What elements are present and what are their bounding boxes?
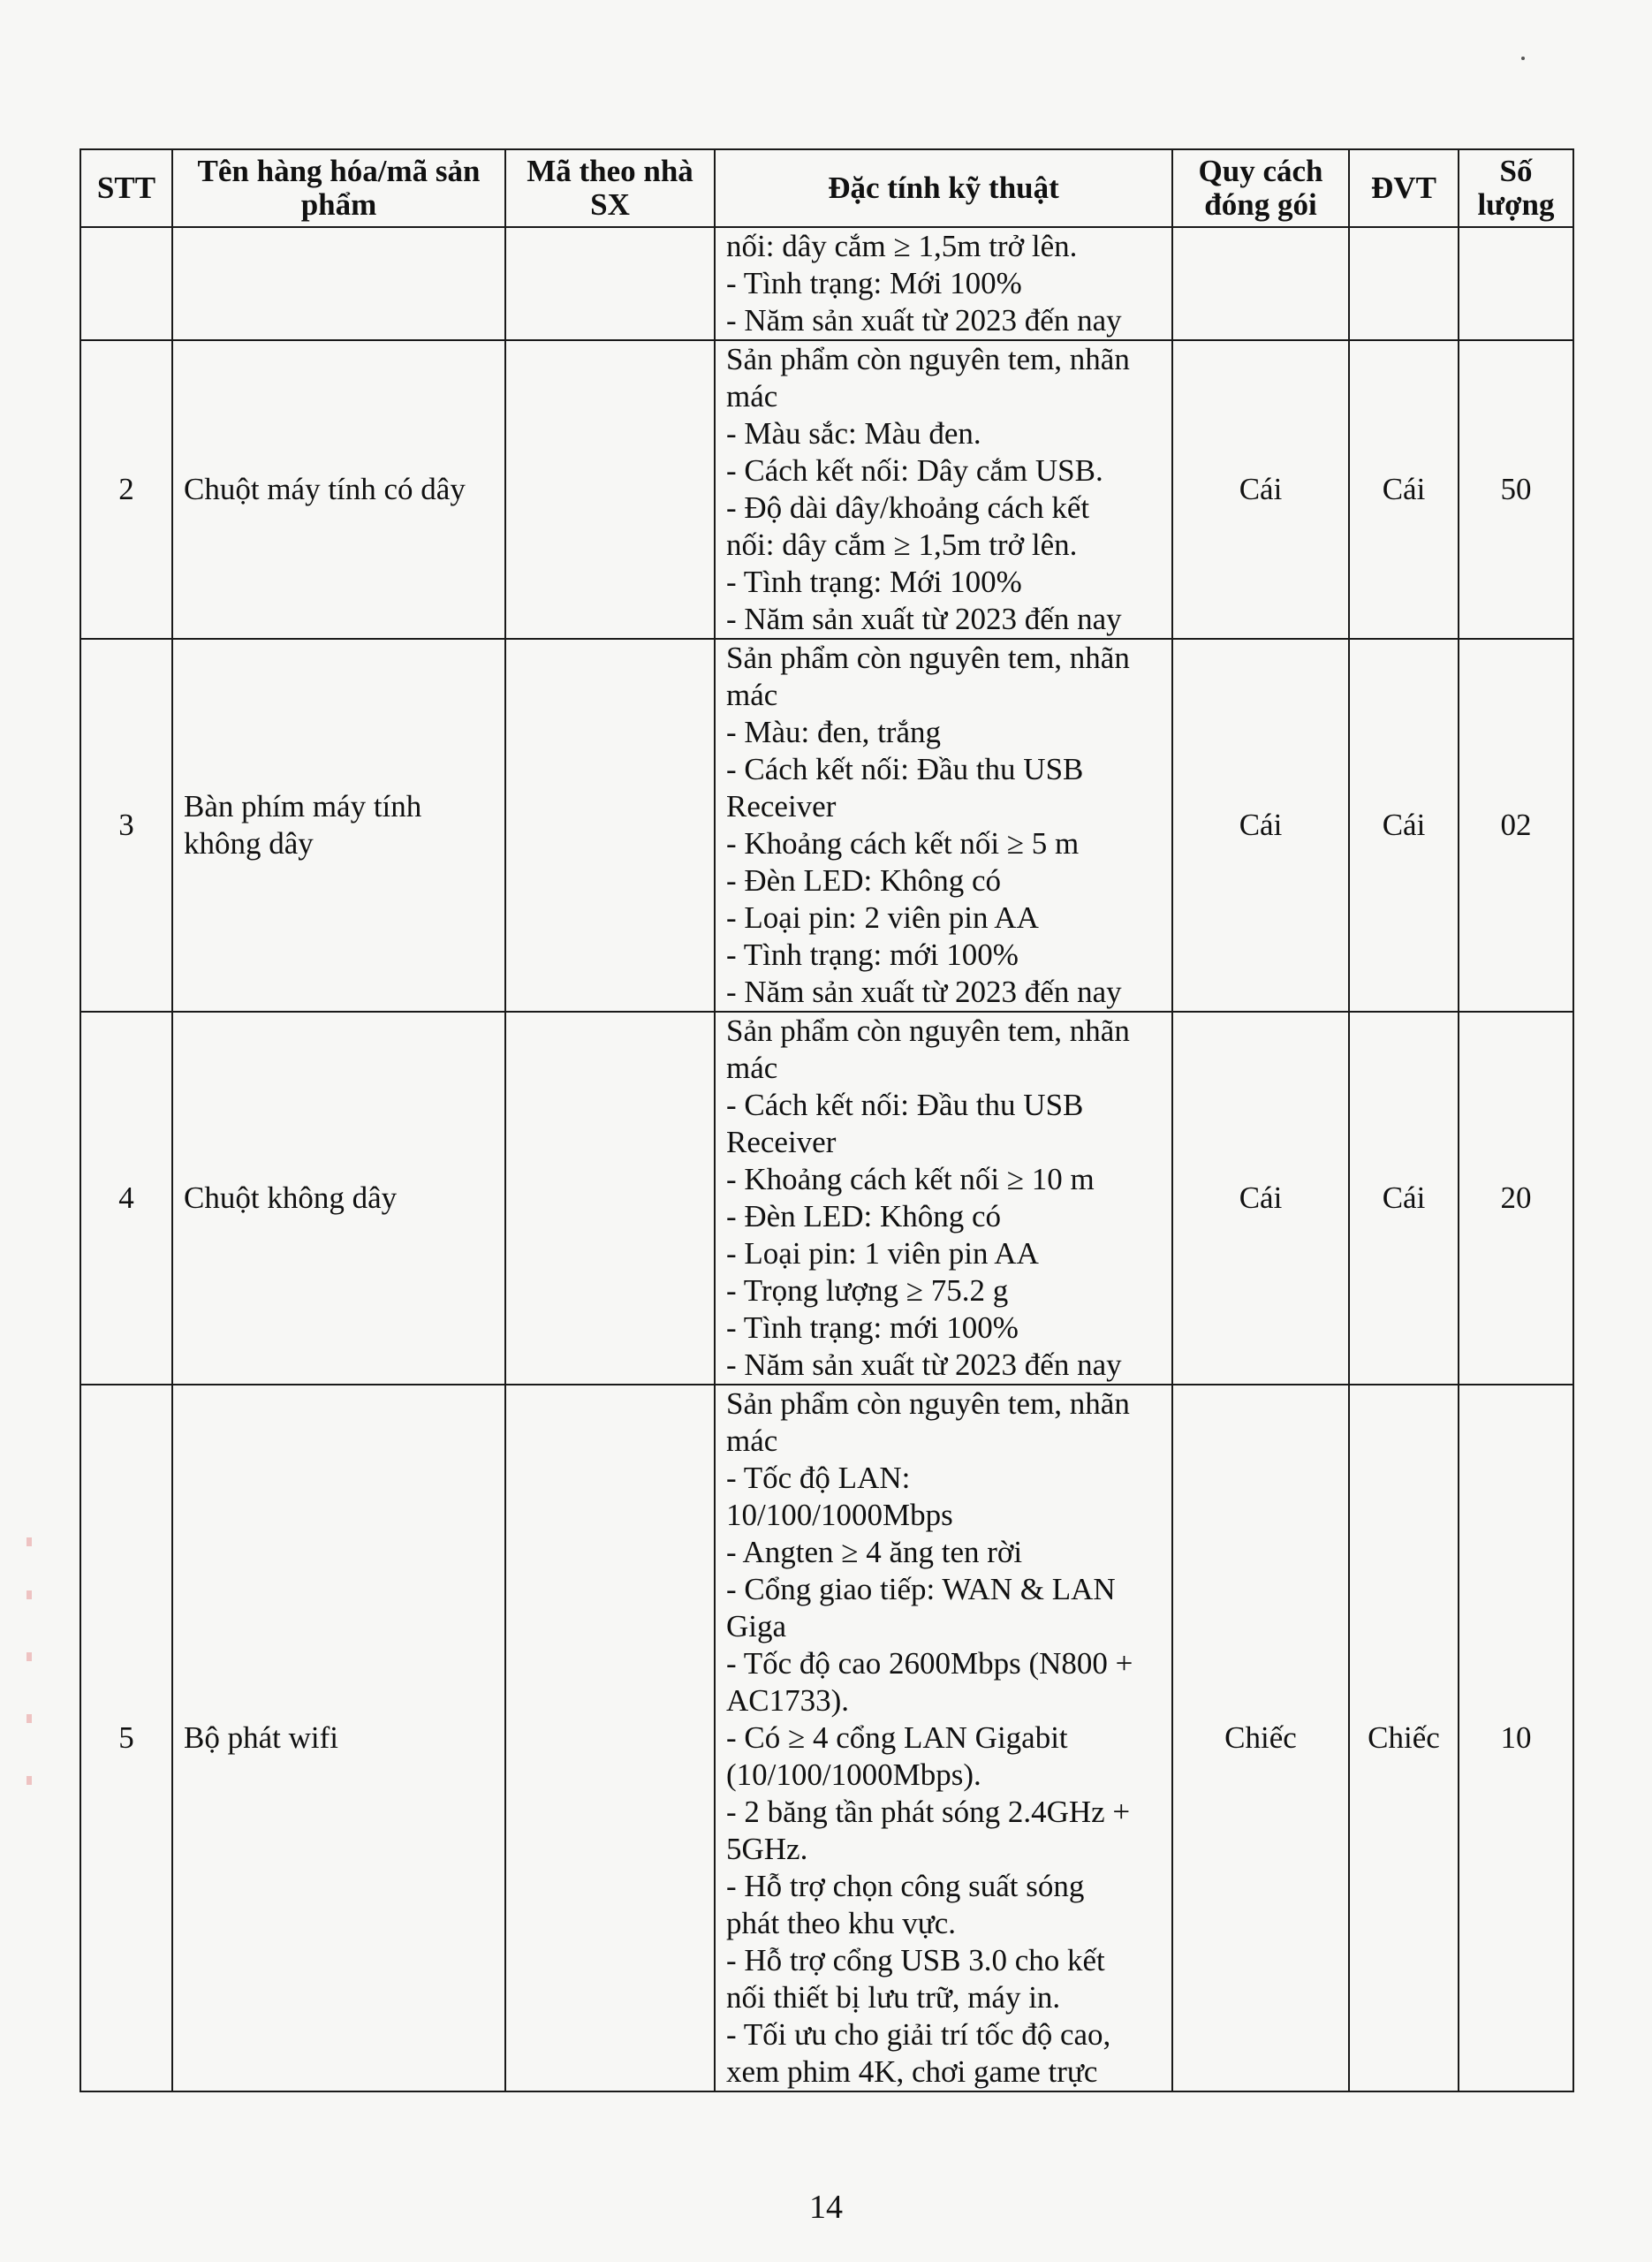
spec-line: - 2 băng tần phát sóng 2.4GHz + xyxy=(726,1795,1131,1829)
spec-line: 10/100/1000Mbps xyxy=(726,1498,953,1532)
spec-line: Giga xyxy=(726,1609,787,1643)
spec-line: - Màu: đen, trắng xyxy=(726,715,941,749)
spec-line: - Đèn LED: Không có xyxy=(726,863,1002,898)
spec-line: Receiver xyxy=(726,789,837,824)
spec-line: 5GHz. xyxy=(726,1832,808,1866)
spec-line: Sản phẩm còn nguyên tem, nhãn xyxy=(726,342,1130,376)
spec-line: - Loại pin: 2 viên pin AA xyxy=(726,900,1039,935)
spec-line: - Tình trạng: Mới 100% xyxy=(726,565,1022,599)
cell-unit: Chiếc xyxy=(1349,1385,1459,2091)
spec-line: - Cách kết nối: Đầu thu USB xyxy=(726,752,1084,786)
spec-line: - Tốc độ LAN: xyxy=(726,1461,911,1495)
spec-line: - Tình trạng: mới 100% xyxy=(726,937,1019,972)
spec-line: - Năm sản xuất từ 2023 đến nay xyxy=(726,975,1122,1009)
spec-line: - Angten ≥ 4 ăng ten rời xyxy=(726,1535,1023,1569)
cell-product-name: Bàn phím máy tính không dây xyxy=(172,639,505,1012)
cell-packaging xyxy=(1172,227,1349,340)
header-unit: ĐVT xyxy=(1349,149,1459,227)
spec-line: mác xyxy=(726,1423,778,1458)
spec-line: - Năm sản xuất từ 2023 đến nay xyxy=(726,1347,1122,1382)
cell-technical-spec xyxy=(715,1385,1172,2091)
spec-line: Sản phẩm còn nguyên tem, nhãn xyxy=(726,1013,1130,1048)
cell-technical-spec xyxy=(715,227,1172,340)
spec-line: mác xyxy=(726,1051,778,1085)
spec-line: mác xyxy=(726,379,778,414)
cell-unit: Cái xyxy=(1349,639,1459,1012)
spec-line: - Màu sắc: Màu đen. xyxy=(726,416,981,451)
spec-line: - Hỗ trợ cổng USB 3.0 cho kết xyxy=(726,1943,1105,1977)
scan-speck xyxy=(1521,57,1525,60)
spec-line: xem phim 4K, chơi game trực xyxy=(726,2054,1098,2089)
table-row xyxy=(80,1012,1573,1385)
cell-manufacturer-code xyxy=(505,340,715,639)
spec-line: - Có ≥ 4 cổng LAN Gigabit xyxy=(726,1720,1068,1755)
cell-product-name: Bộ phát wifi xyxy=(172,1385,505,2091)
cell-stt: 2 xyxy=(80,340,172,639)
cell-stt xyxy=(80,227,172,340)
spec-line: - Trọng lượng ≥ 75.2 g xyxy=(726,1273,1009,1308)
equipment-spec-table xyxy=(80,148,1574,2092)
spec-line: (10/100/1000Mbps). xyxy=(726,1757,981,1792)
cell-stt: 3 xyxy=(80,639,172,1012)
spec-line: nối: dây cắm ≥ 1,5m trở lên. xyxy=(726,528,1078,562)
header-packaging: Quy cách đóng gói xyxy=(1172,149,1349,227)
spec-line: - Cổng giao tiếp: WAN & LAN xyxy=(726,1572,1116,1606)
header-quantity: Số lượng xyxy=(1459,149,1573,227)
spec-line: - Tình trạng: Mới 100% xyxy=(726,266,1022,300)
cell-technical-spec xyxy=(715,639,1172,1012)
spec-line: - Loại pin: 1 viên pin AA xyxy=(726,1236,1039,1271)
margin-stamp-marks xyxy=(27,1537,35,1803)
cell-product-name: Chuột máy tính có dây xyxy=(172,340,505,639)
cell-unit xyxy=(1349,227,1459,340)
cell-quantity: 02 xyxy=(1459,639,1573,1012)
cell-manufacturer-code xyxy=(505,639,715,1012)
spec-line: - Cách kết nối: Dây cắm USB. xyxy=(726,453,1103,488)
spec-line: - Khoảng cách kết nối ≥ 10 m xyxy=(726,1162,1095,1196)
table-row xyxy=(80,340,1573,639)
cell-manufacturer-code xyxy=(505,1012,715,1385)
cell-quantity: 50 xyxy=(1459,340,1573,639)
cell-technical-spec xyxy=(715,1012,1172,1385)
spec-line: - Khoảng cách kết nối ≥ 5 m xyxy=(726,826,1080,861)
header-manufacturer-code: Mã theo nhà SX xyxy=(505,149,715,227)
table-row xyxy=(80,227,1573,340)
spec-line: - Năm sản xuất từ 2023 đến nay xyxy=(726,303,1122,338)
cell-unit: Cái xyxy=(1349,1012,1459,1385)
spec-line: - Hỗ trợ chọn công suất sóng xyxy=(726,1869,1085,1903)
page-number: 14 xyxy=(809,2189,843,2226)
spec-line: - Tối ưu cho giải trí tốc độ cao, xyxy=(726,2017,1111,2052)
spec-line: phát theo khu vực. xyxy=(726,1906,957,1940)
cell-packaging: Cái xyxy=(1172,1012,1349,1385)
cell-technical-spec xyxy=(715,340,1172,639)
cell-packaging: Cái xyxy=(1172,639,1349,1012)
spec-line: Sản phẩm còn nguyên tem, nhãn xyxy=(726,641,1130,675)
cell-quantity: 20 xyxy=(1459,1012,1573,1385)
spec-line: - Đèn LED: Không có xyxy=(726,1199,1002,1233)
table-row xyxy=(80,639,1573,1012)
cell-manufacturer-code xyxy=(505,227,715,340)
cell-packaging: Cái xyxy=(1172,340,1349,639)
cell-quantity: 10 xyxy=(1459,1385,1573,2091)
spec-line: AC1733). xyxy=(726,1683,850,1718)
spec-line: - Tình trạng: mới 100% xyxy=(726,1310,1019,1345)
cell-product-name xyxy=(172,227,505,340)
header-stt: STT xyxy=(80,149,172,227)
cell-packaging: Chiếc xyxy=(1172,1385,1349,2091)
spec-line: nối: dây cắm ≥ 1,5m trở lên. xyxy=(726,229,1078,263)
cell-stt: 5 xyxy=(80,1385,172,2091)
spec-line: Sản phẩm còn nguyên tem, nhãn xyxy=(726,1386,1130,1421)
cell-stt: 4 xyxy=(80,1012,172,1385)
table-header-row xyxy=(80,149,1573,227)
spec-line: nối thiết bị lưu trữ, máy in. xyxy=(726,1980,1061,2015)
spec-line: - Cách kết nối: Đầu thu USB xyxy=(726,1088,1084,1122)
cell-unit: Cái xyxy=(1349,340,1459,639)
spec-line: mác xyxy=(726,678,778,712)
cell-quantity xyxy=(1459,227,1573,340)
table-row xyxy=(80,1385,1573,2091)
cell-manufacturer-code xyxy=(505,1385,715,2091)
cell-product-name: Chuột không dây xyxy=(172,1012,505,1385)
spec-line: - Độ dài dây/khoảng cách kết xyxy=(726,490,1090,525)
spec-line: - Năm sản xuất từ 2023 đến nay xyxy=(726,602,1122,636)
header-technical-spec: Đặc tính kỹ thuật xyxy=(715,149,1172,227)
spec-line: - Tốc độ cao 2600Mbps (N800 + xyxy=(726,1646,1133,1681)
header-product-name: Tên hàng hóa/mã sản phẩm xyxy=(172,149,505,227)
spec-line: Receiver xyxy=(726,1125,837,1159)
